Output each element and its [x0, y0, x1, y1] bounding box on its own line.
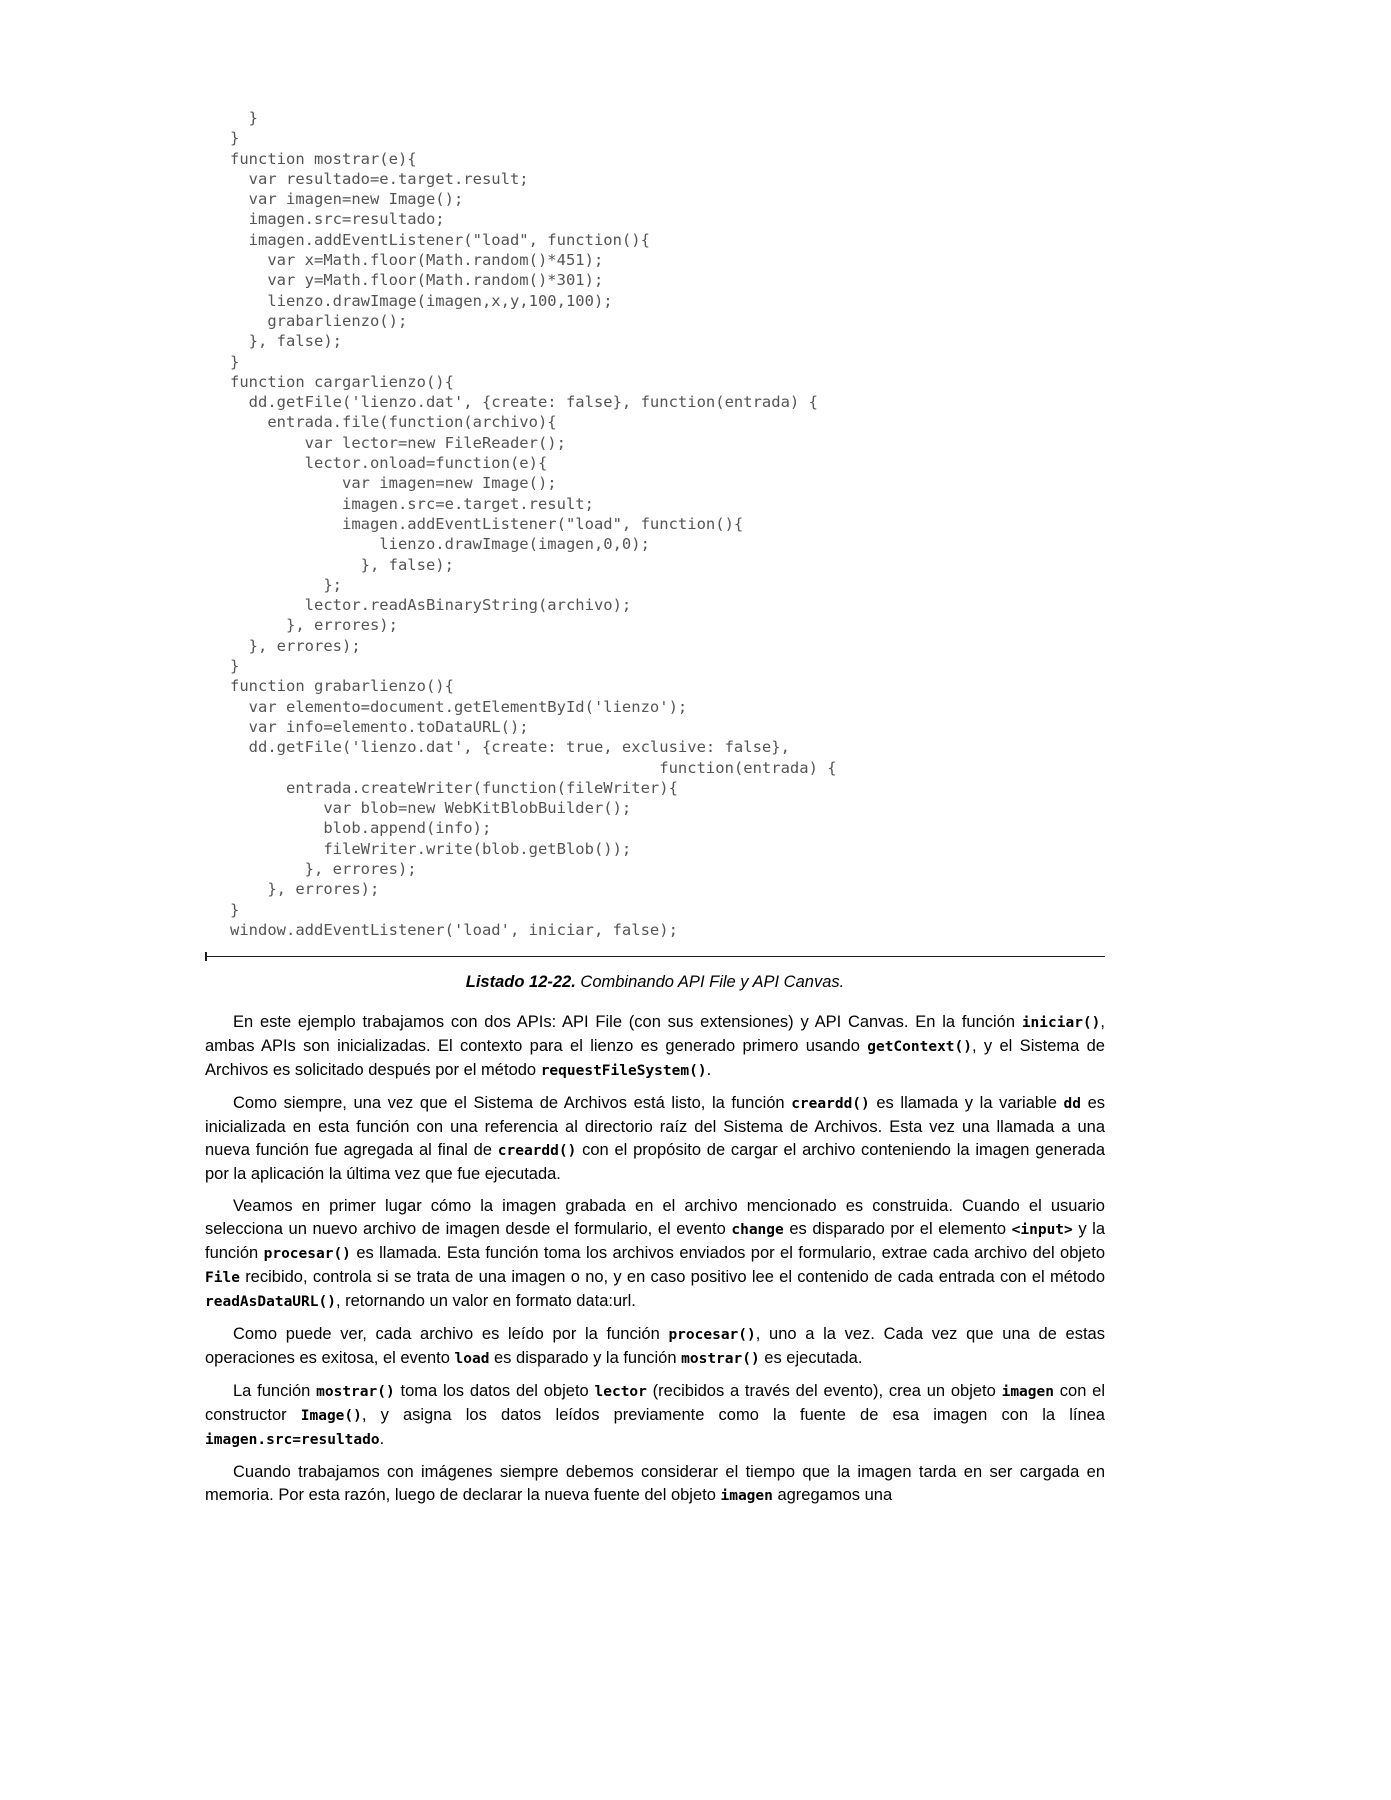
text-run: es disparado por el elemento [783, 1220, 1012, 1239]
listing-caption-label: Listado 12-22. [465, 973, 576, 992]
text-run: , retornando un valor en formato data:url. [335, 1292, 636, 1311]
inline-code: imagen.src=resultado [205, 1432, 380, 1449]
code-line: lector.readAsBinaryString(archivo); [230, 596, 632, 615]
paragraph [205, 1092, 1105, 1186]
code-line: dd.getFile('lienzo.dat', {create: false}, function(entrada) { [230, 393, 818, 412]
inline-code: iniciar() [1021, 1015, 1101, 1032]
inline-code: getContext() [867, 1039, 972, 1056]
text-run: , uno a la vez. Cada vez que una de estas operaciones es exitosa, el evento [205, 1325, 1105, 1368]
text-run: recibido, controla si se trata de una imagen o no, y en caso positivo lee el contenido de cada entrada con el método [239, 1268, 1105, 1287]
code-line: } [230, 109, 258, 127]
body-paragraphs [205, 1011, 1105, 1508]
inline-code: imagen [720, 1488, 773, 1505]
text-run: , y el Sistema de Archivos es solicitado después por el método [205, 1037, 1105, 1080]
paragraph [205, 1011, 1105, 1083]
text-run: , y asigna los datos leídos previamente como la fuente de esa imagen con la línea [361, 1406, 1105, 1425]
text-run: La función [233, 1382, 317, 1401]
text-run: (recibidos a través del evento), crea un objeto [646, 1382, 1002, 1401]
code-line: var imagen=new Image(); [230, 474, 557, 493]
code-listing [205, 108, 1105, 940]
code-line: imagen.addEventListener("load", function(){ [230, 514, 744, 533]
code-line: entrada.createWriter(function(fileWriter){ [230, 778, 678, 797]
code-line: }, false); [230, 555, 454, 574]
code-line: lector.onload=function(e){ [230, 454, 548, 473]
inline-code: requestFileSystem() [540, 1063, 707, 1080]
code-line: } [230, 352, 240, 371]
inline-code: File [205, 1270, 240, 1287]
code-line: }, errores); [230, 859, 417, 878]
inline-code: Image() [300, 1408, 362, 1425]
text-run: agregamos una [772, 1486, 893, 1505]
code-line: function(entrada) { [230, 758, 837, 777]
code-line: lienzo.drawImage(imagen,0,0); [230, 535, 650, 554]
code-line: imagen.addEventListener("load", function(){ [230, 230, 650, 249]
code-line: } [230, 129, 240, 148]
text-run: , ambas APIs son inicializadas. El contexto para el lienzo es generado primero usando [205, 1013, 1105, 1056]
inline-code: change [731, 1222, 784, 1239]
code-line: }; [230, 575, 342, 594]
code-line: function mostrar(e){ [230, 149, 417, 168]
code-line: imagen.src=resultado; [230, 210, 445, 229]
code-line: imagen.src=e.target.result; [230, 494, 594, 513]
text-run: En este ejemplo trabajamos con dos APIs: API File (con sus extensiones) y API Canvas. En la función [233, 1013, 1022, 1032]
text-run: . [706, 1061, 712, 1080]
text-run: es disparado y la función [489, 1349, 682, 1368]
code-line: var x=Math.floor(Math.random()*451); [230, 251, 604, 270]
inline-code: dd [1063, 1096, 1081, 1113]
text-run: es llamada y la variable [869, 1094, 1064, 1113]
paragraph [205, 1461, 1105, 1508]
code-line: function cargarlienzo(){ [230, 372, 454, 391]
code-line: function grabarlienzo(){ [230, 677, 454, 696]
code-line: entrada.file(function(archivo){ [230, 413, 557, 432]
code-line: lienzo.drawImage(imagen,x,y,100,100); [230, 291, 613, 310]
inline-code: mostrar() [681, 1351, 760, 1368]
code-line: var y=Math.floor(Math.random()*301); [230, 271, 604, 290]
code-line: grabarlienzo(); [230, 311, 408, 330]
code-line: var info=elemento.toDataURL(); [230, 717, 529, 736]
text-run: Veamos en primer lugar cómo la imagen grabada en el archivo mencionado es construida. Cuando el usuario selecciona un nuevo archivo de imagen desde el formulario, el evento [205, 1197, 1105, 1239]
paragraph [205, 1195, 1105, 1314]
listing-caption [205, 971, 1105, 993]
code-line: }, errores); [230, 636, 361, 655]
text-run: con el propósito de cargar el archivo conteniendo la imagen generada por la aplicación la última vez que fue ejecutada. [205, 1141, 1105, 1184]
divider-left-tick [205, 952, 207, 961]
inline-code: <input> [1011, 1222, 1073, 1239]
inline-code: load [454, 1351, 490, 1368]
paragraph [205, 1323, 1105, 1371]
code-line: }, errores); [230, 880, 380, 899]
code-line: var blob=new WebKitBlobBuilder(); [230, 799, 632, 818]
code-line: var elemento=document.getElementById('lienzo'); [230, 697, 688, 716]
code-line: } [230, 657, 240, 676]
code-line: var resultado=e.target.result; [230, 169, 529, 188]
text-run: Cuando trabajamos con imágenes siempre debemos considerar el tiempo que la imagen tarda en ser cargada en memoria. Por esta razón, luego de declarar la nueva fuente del objeto [205, 1463, 1105, 1505]
listing-caption-text: Combinando API File y API Canvas. [575, 973, 845, 992]
text-run: es llamada. Esta función toma los archivos enviados por el formulario, extrae cada archivo del objeto [350, 1244, 1105, 1263]
code-line: var lector=new FileReader(); [230, 433, 566, 452]
code-line: window.addEventListener('load', iniciar, false); [230, 920, 678, 939]
text-run: es inicializada en esta función con una referencia al directorio raíz del Sistema de Archivos. Esta vez una llamada a una nueva función fue agregada al final de [205, 1094, 1105, 1160]
inline-code: creardd() [791, 1096, 870, 1113]
code-line: blob.append(info); [230, 819, 492, 838]
text-run: . [379, 1430, 385, 1449]
text-run: y la función [205, 1220, 1106, 1263]
listing-divider [205, 956, 1105, 957]
code-line: }, errores); [230, 616, 398, 635]
inline-code: procesar() [668, 1327, 756, 1344]
text-run: con el constructor [205, 1382, 1105, 1425]
paragraph [205, 1380, 1105, 1452]
inline-code: imagen [1001, 1384, 1054, 1401]
code-line: var imagen=new Image(); [230, 190, 464, 209]
inline-code: lector [594, 1384, 647, 1401]
text-run: es ejecutada. [759, 1349, 863, 1368]
inline-code: procesar() [263, 1246, 351, 1263]
text-run: Como siempre, una vez que el Sistema de Archivos está listo, la función [233, 1094, 792, 1113]
code-line: dd.getFile('lienzo.dat', {create: true, exclusive: false}, [230, 738, 790, 757]
code-line: fileWriter.write(blob.getBlob()); [230, 839, 632, 858]
code-line: } [230, 900, 240, 919]
text-run: toma los datos del objeto [394, 1382, 595, 1401]
text-run: Como puede ver, cada archivo es leído por la función [233, 1325, 669, 1344]
inline-code: mostrar() [316, 1384, 395, 1401]
code-line: }, false); [230, 332, 342, 351]
inline-code: creardd() [497, 1143, 577, 1160]
inline-code: readAsDataURL() [205, 1294, 336, 1311]
